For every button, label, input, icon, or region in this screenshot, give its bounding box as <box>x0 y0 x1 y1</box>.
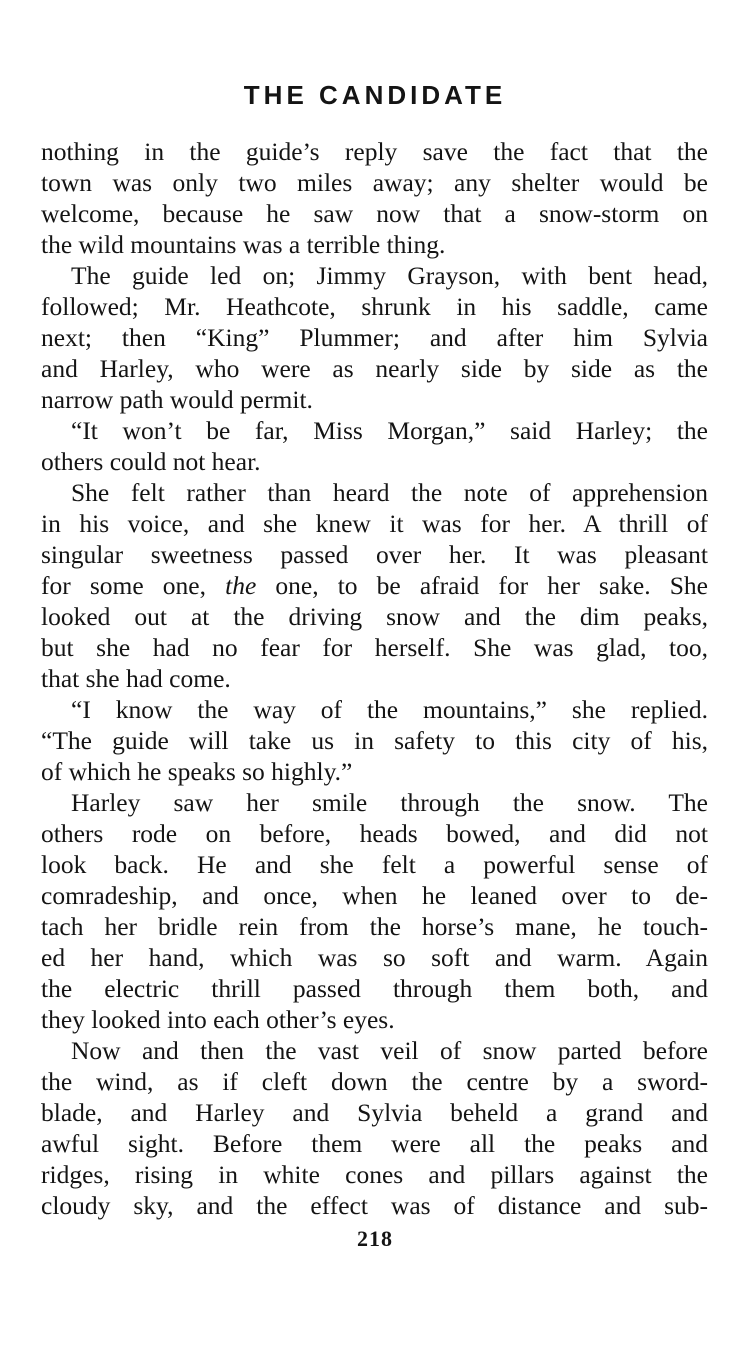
text-line: the wind, as if cleft down the centre by a sword- <box>41 1067 708 1096</box>
running-head: THE CANDIDATE <box>243 80 507 110</box>
text-line: “The guide will take us in safety to this city of his, <box>41 726 708 755</box>
text-line: looked out at the driving snow and the dim peaks, <box>41 602 708 631</box>
text-line: ed her hand, which was so soft and warm. Again <box>41 943 708 972</box>
text-line: Harley saw her smile through the snow. The <box>71 788 708 817</box>
text-line: narrow path would permit. <box>41 385 313 414</box>
text-line: the wild mountains was a terrible thing. <box>41 230 446 259</box>
text-line: the electric thrill passed through them both, and <box>41 974 708 1003</box>
text-line: singular sweetness passed over her. It was pleasant <box>41 540 708 569</box>
text-line: that she had come. <box>41 664 231 693</box>
text-line: look back. He and she felt a powerful sense of <box>41 850 708 879</box>
text-line: town was only two miles away; any shelter would be <box>41 168 708 197</box>
body-text <box>41 136 708 1221</box>
text-line: cloudy sky, and the effect was of distance and sub- <box>41 1191 708 1220</box>
text-line: Now and then the vast veil of snow parted before <box>71 1036 708 1065</box>
text-line: others rode on before, heads bowed, and did not <box>41 819 708 848</box>
text-line: next; then “King” Plummer; and after him Sylvia <box>41 323 708 352</box>
text-line: others could not hear. <box>41 447 261 476</box>
text-line: they looked into each other’s eyes. <box>41 1005 395 1034</box>
text-line: and Harley, who were as nearly side by side as the <box>41 354 708 383</box>
text-line: but she had no fear for herself. She was glad, too, <box>41 633 708 662</box>
text-line: tach her bridle rein from the horse’s mane, he touch- <box>41 912 708 941</box>
text-line: blade, and Harley and Sylvia beheld a grand and <box>41 1098 708 1127</box>
text-line: in his voice, and she knew it was for her. A thrill of <box>41 509 708 538</box>
text-line: of which he speaks so highly.” <box>41 757 353 786</box>
text-line: comradeship, and once, when he leaned over to de- <box>41 881 708 910</box>
text-line: followed; Mr. Heathcote, shrunk in his saddle, came <box>41 292 708 321</box>
text-line: ridges, rising in white cones and pillars against the <box>41 1160 708 1189</box>
text-line: She felt rather than heard the note of apprehension <box>71 478 708 507</box>
text-line: “I know the way of the mountains,” she replied. <box>71 695 708 724</box>
page-number: 218 <box>357 1226 393 1251</box>
text-line: nothing in the guide’s reply save the fact that the <box>41 137 708 166</box>
text-line: awful sight. Before them were all the peaks and <box>41 1129 708 1158</box>
text-line: “It won’t be far, Miss Morgan,” said Harley; the <box>71 416 708 445</box>
text-line: The guide led on; Jimmy Grayson, with bent head, <box>71 261 708 290</box>
text-line: for some one, the one, to be afraid for her sake. She <box>41 571 708 600</box>
text-line: welcome, because he saw now that a snow-storm on <box>41 199 708 228</box>
